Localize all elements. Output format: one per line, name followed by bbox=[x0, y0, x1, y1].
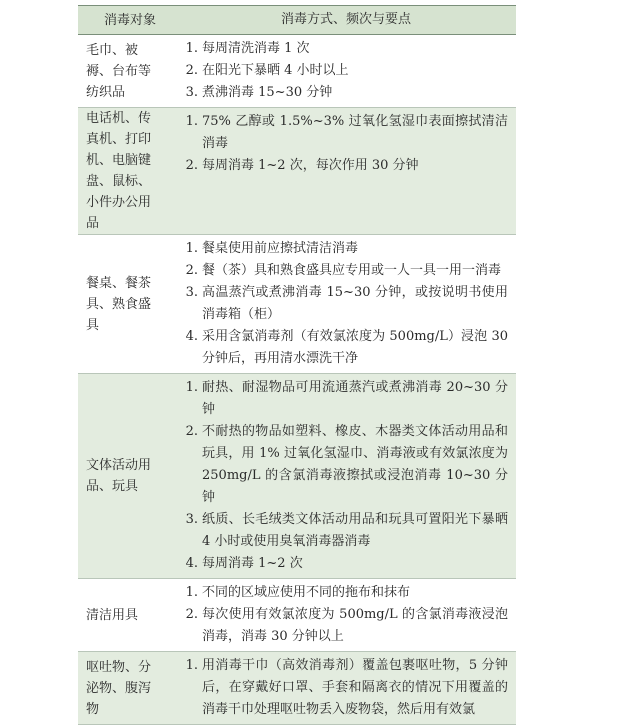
method-list-item bbox=[184, 60, 508, 82]
row-object-cell bbox=[78, 35, 180, 107]
row-method-cell bbox=[180, 235, 516, 373]
row-method-cell bbox=[180, 35, 516, 107]
method-item-number: 2. bbox=[185, 424, 198, 439]
table-row bbox=[78, 35, 516, 108]
method-item-text: 纸质、长毛绒类文体活动用品和玩具可置阳光下暴晒 4 小时或使用臭氧消毒器消毒 bbox=[202, 512, 508, 549]
method-item-text: 耐热、耐湿物品可用流通蒸汽或煮沸消毒 20~30 分钟 bbox=[202, 380, 508, 417]
row-object-label: 清洁用具 bbox=[86, 607, 139, 623]
method-list-item bbox=[184, 604, 508, 648]
method-list-item bbox=[184, 155, 508, 177]
method-item-text: 在阳光下暴晒 4 小时以上 bbox=[202, 63, 349, 78]
method-list-item bbox=[184, 260, 508, 282]
method-item-text: 用消毒干巾（高效消毒剂）覆盖包裹呕吐物，5 分钟后，在穿戴好口罩、手套和隔离衣的情况下用覆盖的消毒干巾处理呕吐物丢入废物袋，然后用有效氯 bbox=[202, 658, 508, 717]
row-object-cell bbox=[78, 235, 180, 373]
method-item-text: 煮沸消毒 15~30 分钟 bbox=[202, 85, 333, 100]
table-body bbox=[78, 35, 516, 725]
method-list-item bbox=[184, 326, 508, 370]
row-object-cell bbox=[78, 652, 180, 724]
method-item-number: 3. bbox=[185, 85, 198, 100]
table-header bbox=[78, 6, 516, 35]
method-item-number: 4. bbox=[185, 329, 198, 344]
table-row bbox=[78, 652, 516, 725]
method-list-item bbox=[184, 111, 508, 155]
method-item-number: 4. bbox=[185, 556, 198, 571]
method-item-number: 1. bbox=[185, 380, 198, 395]
method-list-item bbox=[184, 421, 508, 509]
row-object-label: 文体活动用品、玩具 bbox=[86, 458, 152, 494]
method-item-number: 1. bbox=[185, 585, 198, 600]
method-item-number: 2. bbox=[185, 63, 198, 78]
row-object-label: 餐桌、餐茶具、熟食盛具 bbox=[86, 275, 152, 333]
method-list-item bbox=[184, 82, 508, 104]
method-item-number: 2. bbox=[185, 607, 198, 622]
method-item-text: 不同的区域应使用不同的拖布和抹布 bbox=[202, 585, 411, 600]
method-list-item bbox=[184, 582, 508, 604]
method-item-number: 3. bbox=[185, 285, 198, 300]
method-item-text: 75% 乙醇或 1.5%~3% 过氧化氢湿巾表面擦拭清洁消毒 bbox=[202, 114, 508, 151]
method-list-item bbox=[184, 655, 508, 721]
row-object-label: 呕吐物、分泌物、腹泻物 bbox=[86, 659, 152, 717]
method-item-text: 餐（茶）具和熟食盛具应专用或一人一具一用一消毒 bbox=[202, 263, 502, 278]
method-list-item bbox=[184, 238, 508, 260]
table-row bbox=[78, 108, 516, 235]
method-item-number: 2. bbox=[185, 158, 198, 173]
method-item-text: 采用含氯消毒剂（有效氯浓度为 500mg/L）浸泡 30 分钟后，再用清水漂洗干净 bbox=[202, 329, 508, 366]
header-method: 消毒方式、频次与要点 bbox=[280, 12, 411, 27]
row-object-cell bbox=[78, 108, 180, 234]
row-method-cell bbox=[180, 579, 516, 651]
method-list-item bbox=[184, 553, 508, 575]
method-item-text: 每周消毒 1~2 次，每次作用 30 分钟 bbox=[202, 158, 419, 173]
row-object-cell bbox=[78, 374, 180, 578]
row-object-cell bbox=[78, 579, 180, 651]
method-item-text: 每周消毒 1~2 次 bbox=[202, 556, 303, 571]
method-item-text: 餐桌使用前应擦拭清洁消毒 bbox=[202, 241, 359, 256]
method-item-text: 不耐热的物品如塑料、橡皮、木器类文体活动用品和玩具，用 1% 过氧化氢湿巾、消毒液或有效氯浓度为 250mg/L 的含氯消毒液擦拭或浸泡消毒 10~30 分钟 bbox=[202, 424, 508, 505]
method-item-text: 高温蒸汽或煮沸消毒 15~30 分钟，或按说明书使用消毒箱（柜） bbox=[202, 285, 508, 322]
method-item-text: 每周清洗消毒 1 次 bbox=[202, 41, 310, 56]
table-row bbox=[78, 579, 516, 652]
header-object: 消毒对象 bbox=[103, 12, 156, 28]
method-item-number: 3. bbox=[185, 512, 198, 527]
method-item-number: 1. bbox=[185, 114, 198, 129]
method-list-item bbox=[184, 282, 508, 326]
table-row bbox=[78, 235, 516, 374]
row-method-cell bbox=[180, 652, 516, 724]
table-row bbox=[78, 374, 516, 579]
row-method-cell bbox=[180, 108, 516, 234]
method-list-item bbox=[184, 38, 508, 60]
method-item-number: 2. bbox=[185, 263, 198, 278]
method-list-item bbox=[184, 377, 508, 421]
row-object-label: 电话机、传真机、打印机、电脑键盘、鼠标、小件办公用品 bbox=[86, 111, 152, 231]
disinfection-table bbox=[78, 5, 516, 725]
method-item-text: 每次使用有效氯浓度为 500mg/L 的含氯消毒液浸泡消毒，消毒 30 分钟以上 bbox=[202, 607, 508, 644]
method-item-number: 1. bbox=[185, 241, 198, 256]
row-object-label: 毛巾、被褥、台布等纺织品 bbox=[86, 42, 152, 100]
method-item-number: 1. bbox=[185, 658, 198, 673]
row-method-cell bbox=[180, 374, 516, 578]
method-list-item bbox=[184, 509, 508, 553]
method-item-number: 1. bbox=[185, 41, 198, 56]
